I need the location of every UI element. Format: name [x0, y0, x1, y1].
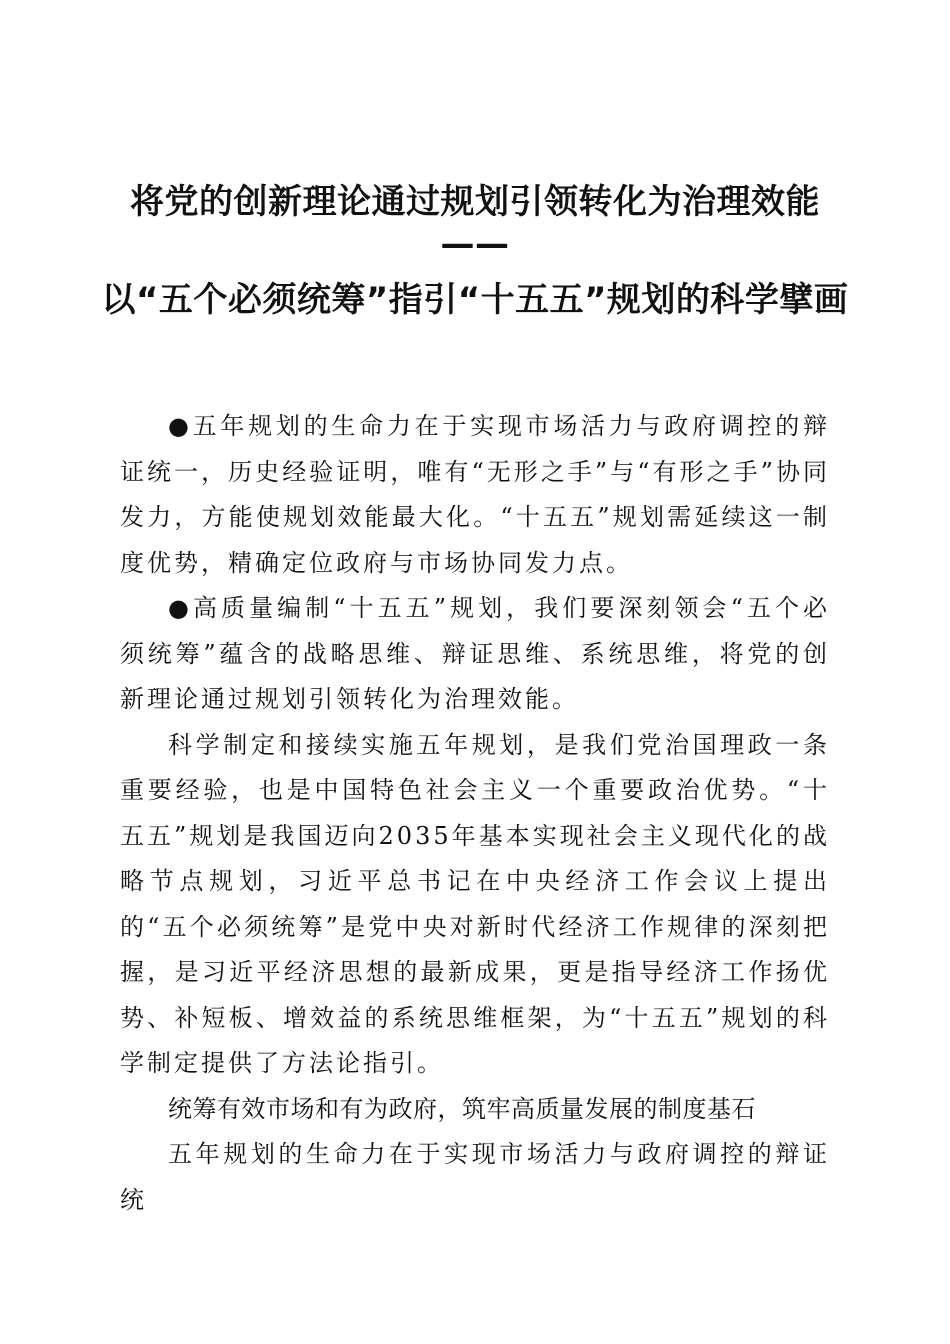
body-paragraph-1: 科学制定和接续实施五年规划，是我们党治国理政一条重要经验，也是中国特色社会主义一个重要政治优势。“十五五”规划是我国迈向2035年基本实现社会主义现代化的战略节点规划，习近平总书记在中央经济工作会议上提出的“五个必须统筹”是党中央对新时代经济工作规律的深刻把握，是习近平经济思想的最新成果，更是指导经济工作扬优势、补短板、增效益的系统思维框架，为“十五五”规划的科学制定提供了方法论指引。 — [120, 730, 830, 1077]
body-paragraph-2: 五年规划的生命力在于实现市场活力与政府调控的辩证统 — [120, 1140, 830, 1214]
document-body — [120, 404, 830, 1223]
title-line-2: 以“五个必须统筹”指引“十五五”规划的科学擘画 — [101, 280, 849, 320]
section-heading: 统筹有效市场和有为政府，筑牢高质量发展的制度基石 — [168, 1094, 756, 1123]
summary-paragraph-2: ●高质量编制“十五五”规划，我们要深刻领会“五个必须统筹”蕴含的战略思维、辩证思维、系统思维，将党的创新理论通过规划引领转化为治理效能。 — [120, 594, 830, 713]
summary-paragraph-1: ●五年规划的生命力在于实现市场活力与政府调控的辩证统一，历史经验证明，唯有“无形之手”与“有形之手”协同发力，方能使规划效能最大化。“十五五”规划需延续这一制度优势，精确定位政府与市场协同发力点。 — [120, 412, 830, 577]
title-dash: —— — [440, 224, 510, 264]
title-line-1: 将党的创新理论通过规划引领转化为治理效能 — [130, 182, 820, 222]
